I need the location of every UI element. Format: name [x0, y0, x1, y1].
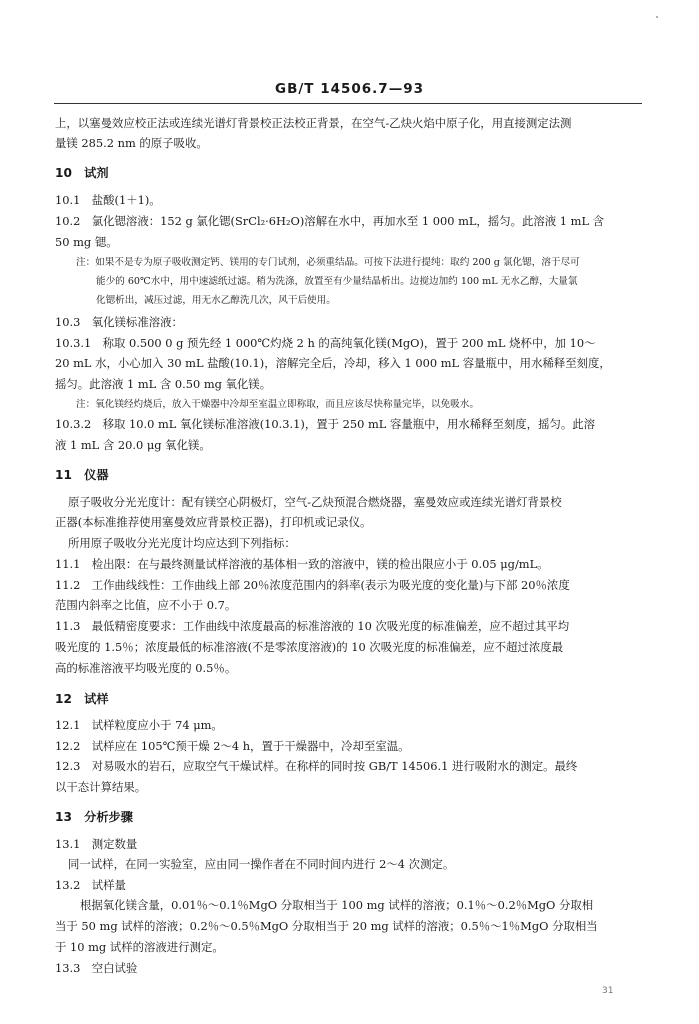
clause-10-3-2: 10.3.2 移取 10.0 mL 氧化镁标准溶液(10.3.1)，置于 250 mL 容量瓶中，用水稀释至刻度，摇匀。此溶: [55, 417, 596, 431]
body-text-line: 根据氧化镁含量，0.01％～0.1％MgO 分取相当于 100 mg 试样的溶液；0.1％～0.2％MgO 分取相: [80, 898, 594, 912]
scan-speck: [656, 16, 658, 18]
body-text-line: 以干态计算结果。: [55, 780, 147, 794]
body-text-line: 高的标准溶液平均吸光度的 0.5％。: [55, 661, 237, 675]
clause-11-2: 11.2 工作曲线线性：工作曲线上部 20％浓度范围内的斜率(表示为吸光度的变化量)与下部 20％浓度: [55, 578, 570, 592]
section-heading-11: 11 仪器: [55, 468, 109, 482]
body-text-line: 量镁 285.2 nm 的原子吸收。: [55, 136, 208, 150]
body-text-line: 范围内斜率之比值，应不小于 0.7。: [55, 598, 237, 612]
section-heading-12: 12 试样: [55, 692, 109, 706]
clause-11-1: 11.1 检出限：在与最终测量试样溶液的基体相一致的溶液中，镁的检出限应小于 0.05 μg/mL。: [55, 557, 549, 571]
body-text-line: 于 10 mg 试样的溶液进行测定。: [55, 940, 224, 954]
note-text-line: 注：氧化镁经灼烧后，放入干燥器中冷却至室温立即称取，而且应该尽快称量完毕，以免吸水。: [76, 399, 479, 410]
body-text-line: 摇匀。此溶液 1 mL 含 0.50 mg 氧化镁。: [55, 377, 272, 391]
clause-13-3: 13.3 空白试验: [55, 961, 138, 975]
clause-12-1: 12.1 试样粒度应小于 74 μm。: [55, 718, 223, 732]
clause-13-2: 13.2 试样量: [55, 878, 126, 892]
body-text-line: 50 mg 锶。: [55, 235, 118, 249]
note-text-line: 化锶析出，减压过滤，用无水乙醇洗几次，风干后使用。: [96, 295, 336, 306]
body-text-line: 吸光度的 1.5％；浓度最低的标准溶液(不是零浓度溶液)的 10 次吸光度的标准偏差，应不超过浓度最: [55, 640, 563, 654]
clause-10-3: 10.3 氧化镁标准溶液：: [55, 315, 183, 329]
page-number: 31: [602, 986, 614, 996]
body-text-line: 当于 50 mg 试样的溶液；0.2％～0.5％MgO 分取相当于 20 mg 试样的溶液；0.5％～1％MgO 分取相当: [55, 919, 598, 933]
body-text-line: 所用原子吸收分光光度计均应达到下列指标：: [68, 536, 296, 550]
clause-12-3: 12.3 对易吸水的岩石，应取空气干燥试样。在称样的同时按 GB/T 14506.1 进行吸附水的测定。最终: [55, 759, 578, 773]
section-heading-13: 13 分析步骤: [55, 810, 133, 824]
body-text-line: 液 1 mL 含 20.0 μg 氧化镁。: [55, 438, 211, 452]
body-text-line: 正器(本标准推荐使用塞曼效应背景校正器)，打印机或记录仪。: [55, 515, 372, 529]
section-heading-10: 10 试剂: [55, 166, 109, 180]
body-text-line: 上，以塞曼效应校正法或连续光谱灯背景校正法校正背景，在空气-乙炔火焰中原子化，用直接测定法测: [55, 116, 572, 130]
header-rule: [54, 103, 642, 104]
page-header: GB/T 14506.7—93: [275, 81, 424, 97]
body-text-line: 20 mL 水，小心加入 30 mL 盐酸(10.1)，溶解完全后，冷却，移入 1 000 mL 容量瓶中，用水稀释至刻度，: [55, 356, 611, 370]
clause-11-3: 11.3 最低精密度要求：工作曲线中浓度最高的标准溶液的 10 次吸光度的标准偏差，应不超过其平均: [55, 619, 570, 633]
body-text-line: 原子吸收分光光度计：配有镁空心阴极灯，空气-乙炔预混合燃烧器，塞曼效应或连续光谱灯背景校: [68, 495, 562, 509]
note-text-line: 注：如果不是专为原子吸收测定钙、镁用的专门试剂，必须重结晶。可按下法进行提纯：取约 200 g 氯化锶，溶于尽可: [76, 257, 580, 268]
note-text-line: 能少的 60℃水中，用中速滤纸过滤。稍为洗涤，放置至有少量结晶析出。边搅边加约 100 mL 无水乙醇，大量氯: [96, 276, 578, 287]
clause-12-2: 12.2 试样应在 105℃预干燥 2～4 h，置于干燥器中，冷却至室温。: [55, 739, 410, 753]
clause-10-1: 10.1 盐酸(1＋1)。: [55, 193, 161, 207]
body-text-line: 同一试样，在同一实验室，应由同一操作者在不同时间内进行 2～4 次测定。: [68, 857, 455, 871]
clause-10-3-1: 10.3.1 称取 0.500 0 g 预先经 1 000℃灼烧 2 h 的高纯氧化镁(MgO)，置于 200 mL 烧杯中，加 10～: [55, 336, 596, 350]
clause-10-2: 10.2 氯化锶溶液：152 g 氯化锶(SrCl₂·6H₂O)溶解在水中，再加水至 1 000 mL，摇匀。此溶液 1 mL 含: [55, 214, 605, 228]
clause-13-1: 13.1 测定数量: [55, 837, 138, 851]
